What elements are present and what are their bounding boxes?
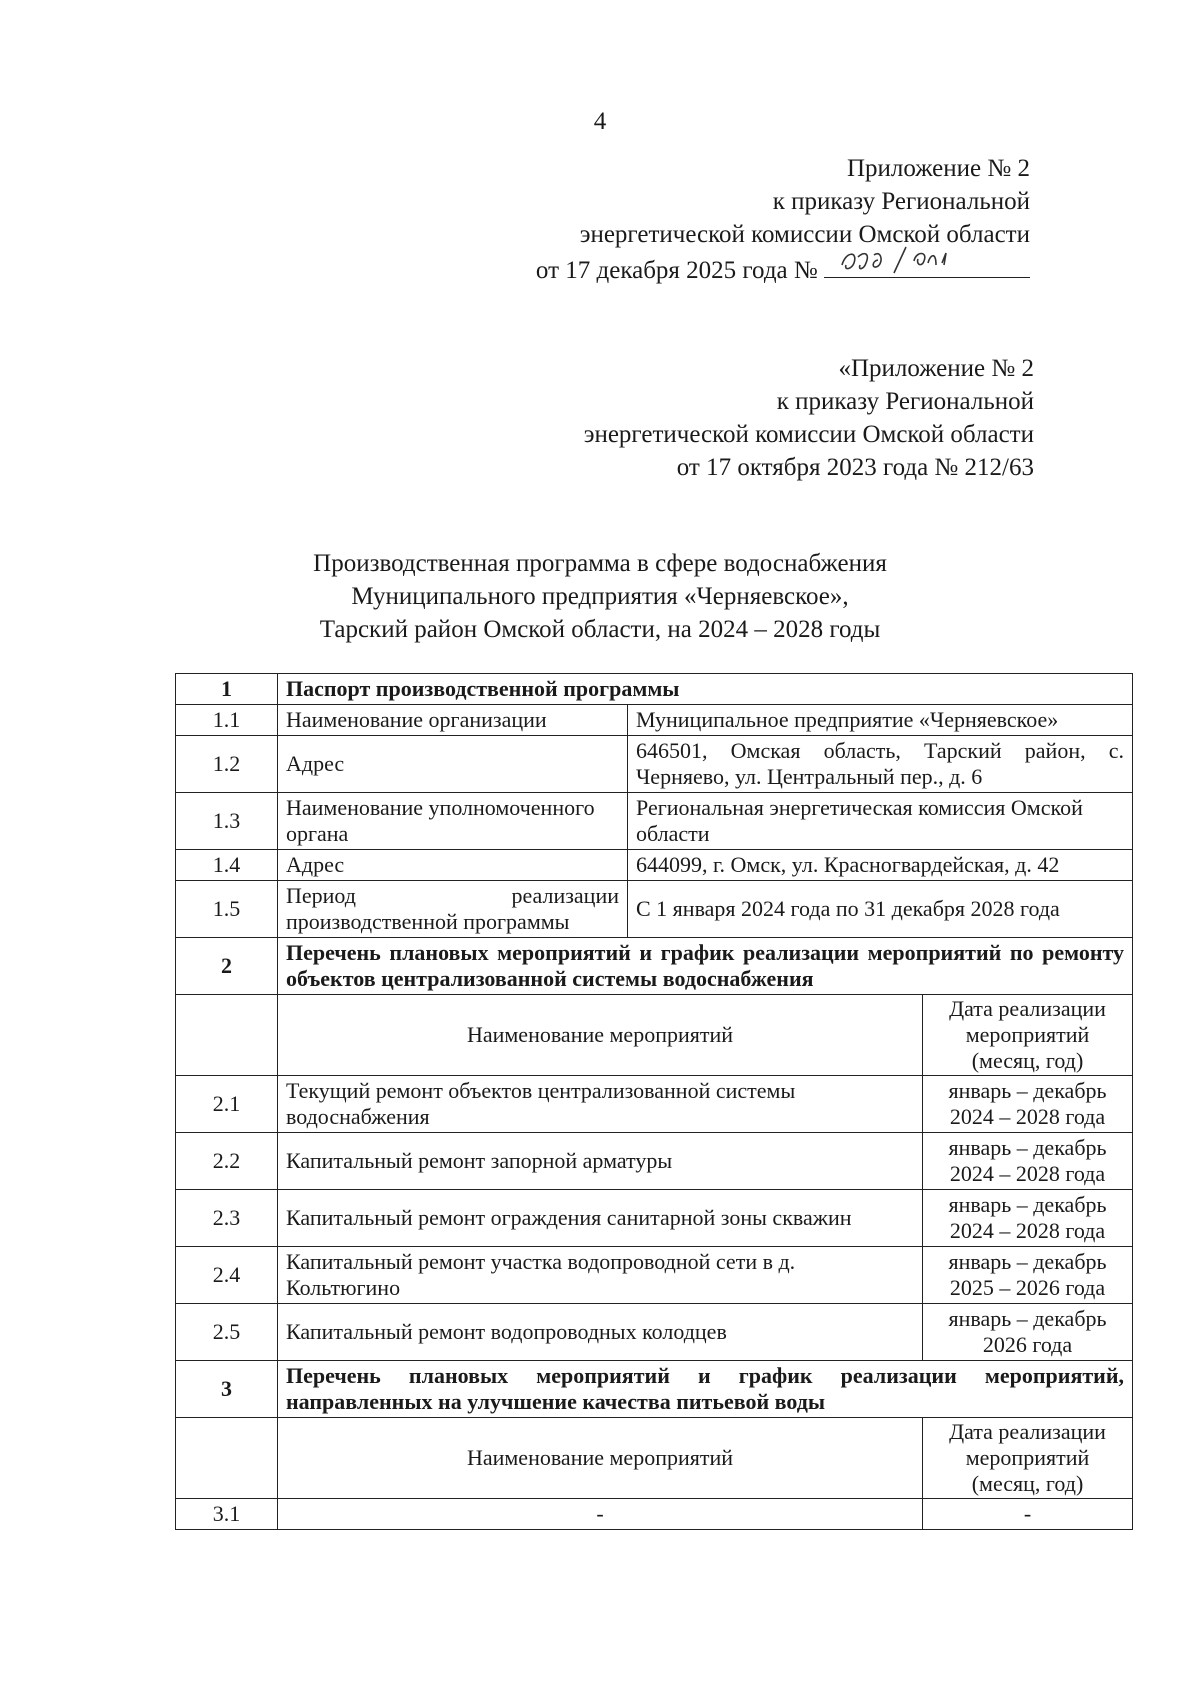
row-name: Капитальный ремонт участка водопроводной сети в д. Кольтюгино	[278, 1247, 923, 1304]
row-number: 2.3	[176, 1190, 278, 1247]
row-number: 1.4	[176, 850, 278, 881]
row-value: 646501, Омская область, Тарский район, с. Черняево, ул. Центральный пер., д. 6	[628, 736, 1133, 793]
row-value: Муниципальное предприятие «Черняевское»	[628, 705, 1133, 736]
appendix-new-line2: к приказу Региональной	[772, 188, 1030, 215]
appendix-old-line3: энергетической комиссии Омской области	[583, 421, 1034, 448]
row-number: 3.1	[176, 1499, 278, 1530]
row-label: Наименование уполномоченного органа	[278, 793, 628, 850]
row-label: Наименование организации	[278, 705, 628, 736]
table-row	[176, 705, 1133, 736]
row-date: январь – декабрь 2025 – 2026 года	[923, 1247, 1133, 1304]
appendix-new-line4	[536, 251, 1030, 287]
page-number: 4	[593, 108, 607, 135]
document-title	[0, 547, 1200, 646]
section-3-header-row	[176, 1418, 1133, 1499]
section-3-row	[176, 1361, 1133, 1418]
table-row	[176, 736, 1133, 793]
row-number: 1.3	[176, 793, 278, 850]
row-label: Период реализации производственной программы	[278, 881, 628, 938]
appendix-new-date: от 17 декабря 2025 года №	[535, 257, 818, 284]
section-3-number: 3	[176, 1361, 278, 1418]
production-program-table	[175, 673, 1133, 1530]
section-2-number: 2	[176, 938, 278, 995]
section-1-number: 1	[176, 674, 278, 705]
appendix-new-line3: энергетической комиссии Омской области	[579, 221, 1030, 248]
row-number: 1.2	[176, 736, 278, 793]
table-row	[176, 1076, 1133, 1133]
row-date: январь – декабрь 2026 года	[923, 1304, 1133, 1361]
row-number: 1.1	[176, 705, 278, 736]
section-2-row	[176, 938, 1133, 995]
appendix-new-line1: Приложение № 2	[846, 155, 1030, 182]
title-line2: Муниципального предприятия «Черняевское»,	[351, 583, 849, 610]
row-date: -	[923, 1499, 1133, 1530]
empty-cell	[176, 1418, 278, 1499]
row-date: январь – декабрь 2024 – 2028 года	[923, 1076, 1133, 1133]
row-value: 644099, г. Омск, ул. Красногвардейская, д. 42	[628, 850, 1133, 881]
row-number: 1.5	[176, 881, 278, 938]
row-number: 2.2	[176, 1133, 278, 1190]
section-1-row	[176, 674, 1133, 705]
table-row	[176, 1247, 1133, 1304]
row-date: январь – декабрь 2024 – 2028 года	[923, 1133, 1133, 1190]
title-line1: Производственная программа в сфере водоснабжения	[313, 550, 887, 577]
row-value: С 1 января 2024 года по 31 декабря 2028 года	[628, 881, 1133, 938]
handwritten-order-number	[824, 251, 1030, 278]
appendix-old-header	[584, 352, 1034, 484]
table-row	[176, 881, 1133, 938]
section-3-title: Перечень плановых мероприятий и график реализации мероприятий, направленных на улучшение качества питьевой воды	[278, 1361, 1133, 1418]
appendix-new-header	[536, 152, 1030, 287]
row-label: Адрес	[278, 736, 628, 793]
column-header-name: Наименование мероприятий	[278, 1418, 923, 1499]
row-name: Капитальный ремонт запорной арматуры	[278, 1133, 923, 1190]
table-row	[176, 1499, 1133, 1530]
table-row	[176, 850, 1133, 881]
table-row	[176, 1133, 1133, 1190]
row-number: 2.4	[176, 1247, 278, 1304]
row-number: 2.5	[176, 1304, 278, 1361]
row-date: январь – декабрь 2024 – 2028 года	[923, 1190, 1133, 1247]
row-name: Текущий ремонт объектов централизованной системы водоснабжения	[278, 1076, 923, 1133]
column-header-name: Наименование мероприятий	[278, 995, 923, 1076]
section-2-header-row	[176, 995, 1133, 1076]
empty-cell	[176, 995, 278, 1076]
appendix-old-line4: от 17 октября 2023 года № 212/63	[676, 454, 1034, 481]
appendix-old-line1: «Приложение № 2	[838, 355, 1034, 382]
table-row	[176, 793, 1133, 850]
row-label: Адрес	[278, 850, 628, 881]
section-1-title: Паспорт производственной программы	[278, 674, 1133, 705]
section-2-title: Перечень плановых мероприятий и график реализации мероприятий по ремонту объектов централизованной системы водоснабжения	[278, 938, 1133, 995]
row-value: Региональная энергетическая комиссия Омской области	[628, 793, 1133, 850]
appendix-old-line2: к приказу Региональной	[776, 388, 1034, 415]
row-name: -	[278, 1499, 923, 1530]
column-header-date: Дата реализации мероприятий (месяц, год)	[923, 995, 1133, 1076]
row-name: Капитальный ремонт ограждения санитарной зоны скважин	[278, 1190, 923, 1247]
handwritten-number-icon	[832, 243, 972, 279]
title-line3: Тарский район Омской области, на 2024 – 2028 годы	[319, 616, 881, 643]
table-row	[176, 1190, 1133, 1247]
column-header-date: Дата реализации мероприятий (месяц, год)	[923, 1418, 1133, 1499]
table-row	[176, 1304, 1133, 1361]
row-number: 2.1	[176, 1076, 278, 1133]
row-name: Капитальный ремонт водопроводных колодцев	[278, 1304, 923, 1361]
